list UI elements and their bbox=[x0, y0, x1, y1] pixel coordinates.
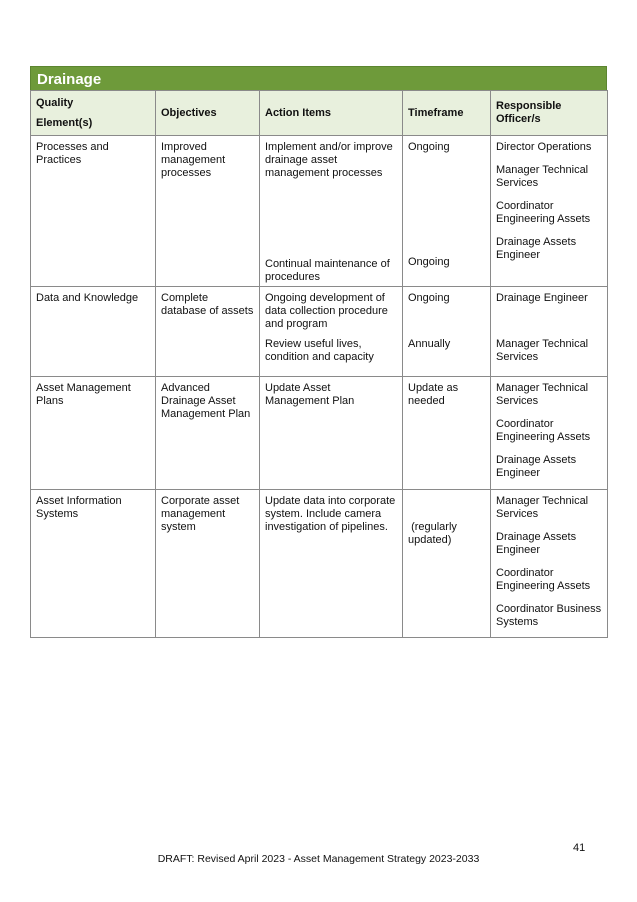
officer-item: Coordinator Engineering Assets bbox=[496, 567, 591, 592]
page-footer: DRAFT: Revised April 2023 - Asset Management Strategy 2023-2033 bbox=[157, 853, 480, 865]
quality-cell: Processes and Practices bbox=[31, 136, 156, 287]
officers-cell bbox=[491, 377, 608, 490]
timeframe-cell bbox=[403, 377, 491, 490]
actions-cell bbox=[260, 377, 403, 490]
action-item: Update Asset Management Plan bbox=[265, 382, 355, 407]
timeframe-item: Ongoing bbox=[408, 256, 450, 268]
timeframe-cell bbox=[403, 136, 491, 287]
officers-cell bbox=[491, 287, 608, 377]
officer-item: Coordinator Engineering Assets bbox=[496, 200, 591, 225]
officer-item: Manager Technical Services bbox=[496, 338, 589, 363]
timeframe-item: Annually bbox=[408, 338, 451, 350]
officers-cell bbox=[491, 490, 608, 638]
header-objectives: Objectives bbox=[156, 91, 260, 136]
table-row bbox=[31, 377, 608, 490]
quality-cell: Data and Knowledge bbox=[31, 287, 156, 377]
timeframe-item: Ongoing bbox=[408, 141, 450, 153]
drainage-table-section bbox=[30, 66, 607, 638]
section-title: Drainage bbox=[30, 66, 607, 90]
header-quality-line1: Quality bbox=[36, 97, 74, 109]
officers-cell bbox=[491, 136, 608, 287]
officer-item: Manager Technical Services bbox=[496, 164, 589, 189]
objective-cell: Advanced Drainage Asset Management Plan bbox=[156, 377, 260, 490]
table-row bbox=[31, 136, 608, 287]
header-action-items: Action Items bbox=[260, 91, 403, 136]
officer-item: Coordinator Engineering Assets bbox=[496, 418, 591, 443]
quality-cell: Asset Information Systems bbox=[31, 490, 156, 638]
table-header-row bbox=[31, 91, 608, 136]
officer-item: Manager Technical Services bbox=[496, 495, 589, 520]
officer-item: Drainage Assets Engineer bbox=[496, 454, 577, 479]
officer-item: Manager Technical Services bbox=[496, 382, 589, 407]
table-row bbox=[31, 287, 608, 377]
officer-item: Drainage Assets Engineer bbox=[496, 236, 577, 261]
timeframe-item: (regularly updated) bbox=[408, 521, 460, 546]
action-item: Implement and/or improve drainage asset management processes bbox=[265, 141, 393, 179]
objective-cell: Corporate asset management system bbox=[156, 490, 260, 638]
header-responsible-officers: Responsible Officer/s bbox=[491, 91, 608, 136]
actions-cell bbox=[260, 136, 403, 287]
timeframe-cell bbox=[403, 490, 491, 638]
quality-cell: Asset Management Plans bbox=[31, 377, 156, 490]
officer-item: Drainage Assets Engineer bbox=[496, 531, 577, 556]
timeframe-item: Update as needed bbox=[408, 382, 459, 407]
header-timeframe: Timeframe bbox=[403, 91, 491, 136]
objective-cell: Complete database of assets bbox=[156, 287, 260, 377]
action-item: Update data into corporate system. Include camera investigation of pipelines. bbox=[265, 495, 396, 533]
action-item: Continual maintenance of procedures bbox=[265, 258, 390, 283]
timeframe-item: Ongoing bbox=[408, 292, 450, 304]
objective-cell: Improved management processes bbox=[156, 136, 260, 287]
header-quality-elements bbox=[31, 91, 156, 136]
officer-item: Drainage Engineer bbox=[496, 292, 588, 304]
actions-cell bbox=[260, 490, 403, 638]
timeframe-cell bbox=[403, 287, 491, 377]
officer-item: Coordinator Business Systems bbox=[496, 603, 602, 628]
drainage-table bbox=[30, 90, 608, 638]
table-row bbox=[31, 490, 608, 638]
action-item: Ongoing development of data collection procedure and program bbox=[265, 292, 388, 330]
officer-item: Director Operations bbox=[496, 141, 592, 153]
header-quality-line2: Element(s) bbox=[36, 117, 93, 129]
action-item: Review useful lives, condition and capacity bbox=[265, 338, 374, 363]
page-number: 41 bbox=[573, 842, 586, 854]
actions-cell bbox=[260, 287, 403, 377]
